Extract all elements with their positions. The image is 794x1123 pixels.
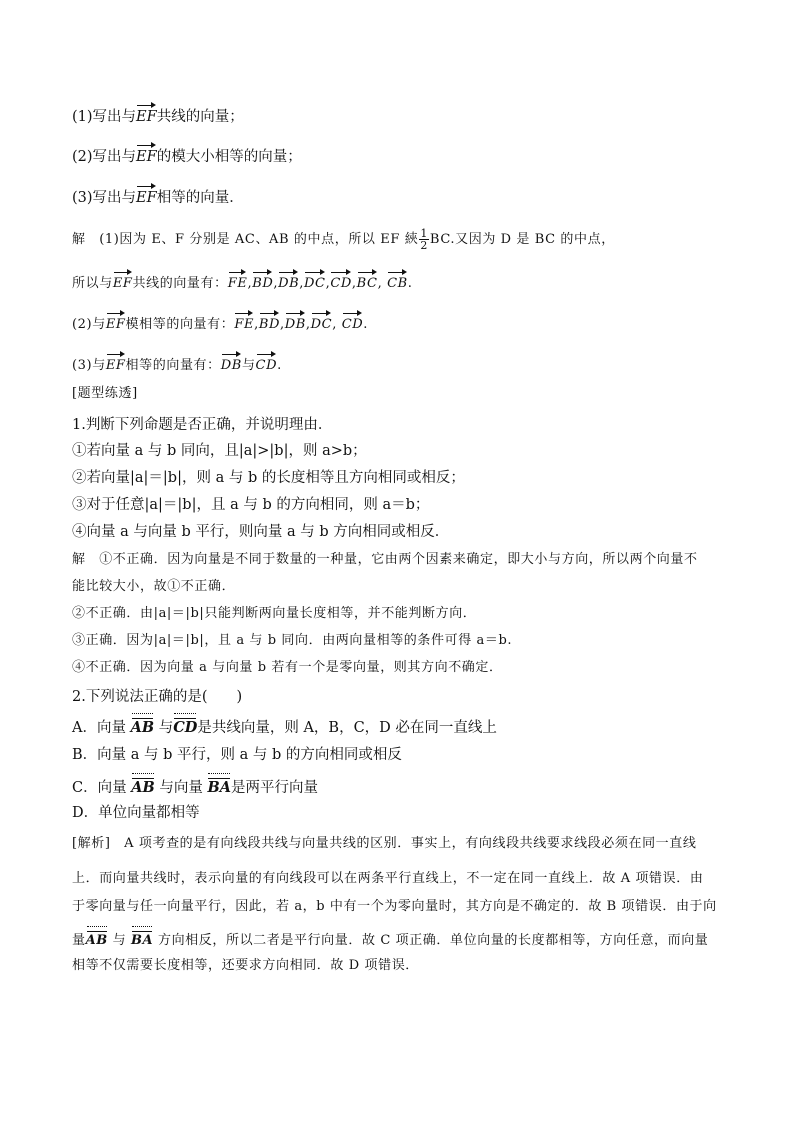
p1-answer-5: ④不正确．因为向量 a 与向量 b 若有一个是零向量，则其方向不确定． xyxy=(72,660,503,675)
p2-option-b: B．向量 a 与 b 平行，则 a 与 b 的方向相同或相反 xyxy=(72,747,402,763)
p2-option-c: C．向量 AB 与向量 BA是两平行向量 xyxy=(72,773,318,798)
p1-answer-3: ②不正确．由|a|＝|b|只能判断两向量长度相等，并不能判断方向． xyxy=(72,606,477,621)
vector-CD: CD xyxy=(330,270,352,294)
solution1-line1: 解 (1)因为 E、F 分别是 AC、AB 的中点，所以 EF 綊 $\frac{1}{2}$ BC.又因为 D 是 BC 的中点， xyxy=(72,227,615,252)
vector-CD: CD xyxy=(342,311,364,335)
p1-item-3: ③对于任意|a|＝|b|，且 a 与 b 的方向相同，则 a＝b； xyxy=(72,497,430,513)
p2-option-a: A．向量 AB 与CD是共线向量，则 A，B，C，D 必在同一直线上 xyxy=(72,713,497,738)
q1-part1: (1)写出与EF共线的向量； xyxy=(72,103,244,127)
vector-AB: AB xyxy=(86,926,108,951)
vector-EF: EF xyxy=(136,143,157,167)
p2-analysis-3: 于零向量与任一向量平行，因此，若 a，b 中有一个为零向量时，其方向是不确定的．故 B 项错误．由于向 xyxy=(72,899,717,914)
practice-header: [题型练透] xyxy=(72,386,138,401)
vector-CD: CD xyxy=(256,352,278,376)
vector-AB: AB xyxy=(131,713,155,738)
fraction-half: $\frac{1}{2}$ xyxy=(420,227,428,252)
p1-item-4: ④向量 a 与向量 b 平行，则向量 a 与 b 方向相同或相反． xyxy=(72,524,450,540)
p1-answer-2: 能比较大小，故①不正确． xyxy=(72,579,236,594)
p1-answer-4: ③正确．因为|a|＝|b|，且 a 与 b 同向．由两向量相等的条件可得 a＝b. xyxy=(72,633,513,648)
vector-BA: BA xyxy=(207,773,231,798)
vector-DB: DB xyxy=(221,352,242,376)
p1-item-1: ①若向量 a 与 b 同向，且|a|>|b|，则 a>b； xyxy=(72,443,367,459)
vector-BC: BC xyxy=(357,270,378,294)
p2-option-d: D．单位向量都相等 xyxy=(72,805,200,821)
vector-BD: BD xyxy=(252,270,273,294)
q1-part2: (2)写出与EF的模大小相等的向量； xyxy=(72,143,302,167)
p1-title: 1.判断下列命题是否正确，并说明理由． xyxy=(72,417,333,433)
solution1-line4: (3)与EF相等的向量有：DB与CD. xyxy=(72,352,282,376)
q1-part3: (3)写出与EF相等的向量． xyxy=(72,184,244,208)
p2-analysis-1: [解析] A 项考查的是有向线段共线与向量共线的区别．事实上，有向线段共线要求线段必须在同一直线 xyxy=(72,836,697,851)
p2-title: 2.下列说法正确的是( ) xyxy=(72,689,243,705)
vector-DB: DB xyxy=(278,270,299,294)
vector-CD: CD xyxy=(173,713,197,738)
vector-EF: EF xyxy=(113,270,133,294)
p1-item-2: ②若向量|a|＝|b|，则 a 与 b 的长度相等且方向相同或相反； xyxy=(72,470,465,486)
vector-EF: EF xyxy=(106,311,126,335)
solution1-line3: (2)与EF模相等的向量有：FE,BD,DB,DC, CD. xyxy=(72,311,368,335)
vector-CB: CB xyxy=(387,270,408,294)
vector-DC: DC xyxy=(311,311,333,335)
vector-AB: AB xyxy=(131,773,155,798)
vector-FE: FE xyxy=(234,311,254,335)
p2-analysis-4: 量AB 与 BA 方向相反，所以二者是平行向量．故 C 项正确．单位向量的长度都相等，方向任意，而向量 xyxy=(72,926,708,951)
vector-FE: FE xyxy=(228,270,248,294)
vector-BD: BD xyxy=(259,311,280,335)
vector-DC: DC xyxy=(304,270,326,294)
vector-EF: EF xyxy=(136,184,157,208)
p2-analysis-2: 上．而向量共线时，表示向量的有向线段可以在两条平行直线上，不一定在同一直线上．故 A 项错误．由 xyxy=(72,871,704,886)
vector-EF: EF xyxy=(136,103,157,127)
p1-answer-1: 解 ①不正确．因为向量是不同于数量的一种量，它由两个因素来确定，即大小与方向，所以两个向量不 xyxy=(72,552,698,567)
p2-analysis-5: 相等不仅需要长度相等，还要求方向相同．故 D 项错误． xyxy=(72,958,419,973)
solution1-line2: 所以与EF共线的向量有：FE,BD,DB,DC,CD,BC, CB. xyxy=(72,270,413,294)
vector-BA: BA xyxy=(131,926,153,951)
vector-DB: DB xyxy=(285,311,306,335)
vector-EF: EF xyxy=(106,352,126,376)
